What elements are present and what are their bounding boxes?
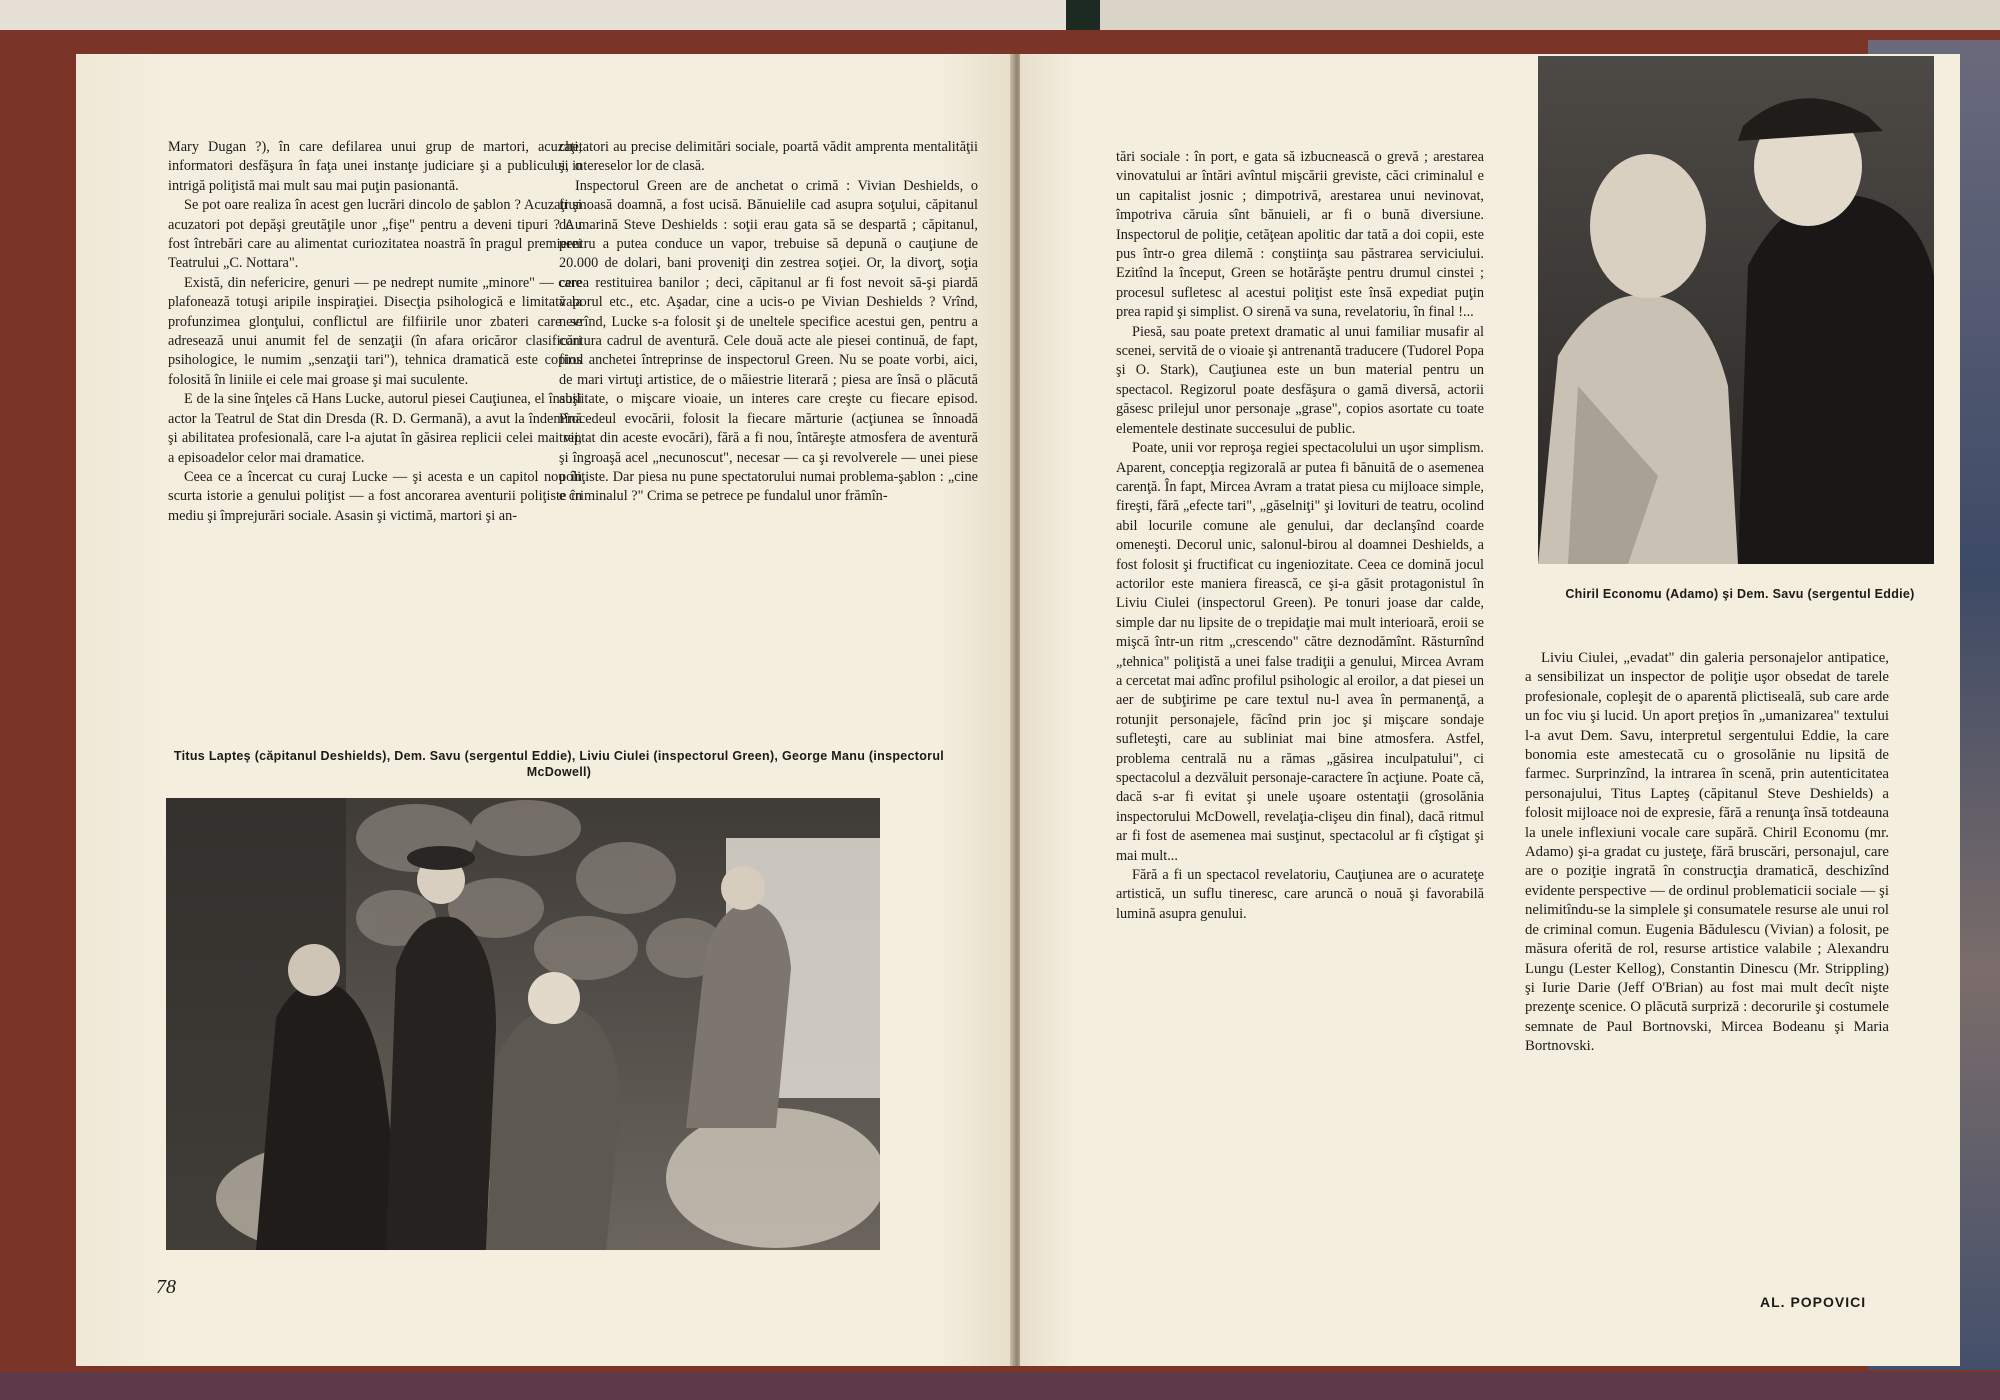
photo-caption-left: Titus Lapteş (căpitanul Deshields), Dem. Savu (sergentul Eddie), Liviu Ciulei (inspectorul Green), George Manu (inspectorul McDowell) (173, 749, 945, 779)
stage-photo-image (166, 798, 880, 1250)
left-column-2 (559, 138, 978, 740)
paragraph: tări sociale : în port, e gata să izbucnească o grevă ; arestarea vinovatului ar întări avîntul mişcării greviste, căci criminalul e un capitalist josnic ; dimpotrivă, arestarea unui nevinovat, împotriva căruia sînt bănuieli, ar fi o bună diversiune. Inspectorul de poliţie, cetăţean apolitic dar tată a doi copii, este pus într-o grea dilemă : conştiinţa sau păstrarea serviciului. Ezitînd la început, Green se hotărăşte pentru drumul cinstei ; procesul sufletesc al acestui poliţist este însă expediat puţin prea rapid şi simplist. O sirenă va suna, revelatoriu, în final !... (1116, 149, 1484, 321)
paragraph: Se pot oare realiza în acest gen lucrări dincolo de şablon ? Acuzaţi şi acuzatori pot depăşi greutăţile unor „fişe" pentru a deveni tipuri ? Au fost întrebări care au alimentat curiozitatea noastră în pragul premierei Teatrului „C. Nottara". (168, 197, 582, 272)
photo-caption-right: Chiril Economu (Adamo) şi Dem. Savu (sergentul Eddie) (1565, 587, 1915, 601)
paragraph: chetatori au precise delimitări sociale, poartă vădit amprenta mentalităţii şi intereselor lor de clasă. (559, 139, 978, 175)
portrait-photo-two-actors (1538, 56, 1934, 564)
paragraph: Mary Dugan ?), în care defilarea unui grup de martori, acuzaţi, informatori desfăşura în faţa unei instanţe judiciare şi a publicului, o intrigă poliţistă mai mult sau mai puţin pasionantă. (168, 139, 582, 194)
cover-spine-edge (1066, 0, 1100, 32)
page-number: 78 (156, 1276, 176, 1298)
paragraph: E de la sine înţeles că Hans Lucke, autorul piesei Cauţiunea, el însuşi actor la Teatrul de Stat din Dresda (R. D. Germană), a avut la îndemînă şi abilitatea profesională, care l-a ajutat în găsirea replicii celei mai vii, a episoadelor celor mai dramatice. (168, 391, 582, 466)
paragraph: Ceea ce a încercat cu curaj Lucke — şi acesta e un capitol nou în scurta istorie a genului poliţist — a fost ancorarea aventurii poliţiste în mediu şi împrejurări sociale. Asasin şi victimă, martori şi an- (168, 468, 582, 524)
right-column-1 (1116, 148, 1484, 1318)
paragraph: Piesă, sau poate pretext dramatic al unui familiar musafir al scenei, servită de o vioaie şi antrenantă traducere (Tudorel Popa şi O. Stark), Cauţiunea este un bun material pentru un spectacol. Regizorul poate desfăşura o gamă diversă, actorii găsesc prilejul unor personaje „grase", copios asortate cu toate elementele destinate succesului de public. (1116, 323, 1484, 437)
binding-bottom-strip (0, 1372, 2000, 1400)
paragraph: Liviu Ciulei, „evadat" din galeria personajelor antipatice, a sensibilizat un inspector de poliţie uşor obsedat de tarele profesionale, copleşit de o aparentă plictiseală, sub care arde un foc viu şi lucid. Un aport preţios în „umanizarea" textului l-a avut Dem. Savu, interpretul sergentului Eddie, la care bonomia este amestecată cu o grosolănie nu lipsită de farmec. Surprinzînd, la intrarea în scenă, prin autenticitatea personajului, Titus Lapteş (căpitanul Steve Deshields) a folosit mijloace noi de expresie, fără a renunţa însă totdeauna la unele inflexiuni vocale care supără. Chiril Economu (mr. Adamo) şi-a gradat cu justeţe, fără bruscări, personajul, care are o poziţie ingrată în construcţia dramatică, deschizînd evidente perspective — de ordinul problematicii sociale — şi nelimitîndu-se la simplele şi consumatele resurse ale unui rol de criminal comun. Eugenia Bădulescu (Vivian) a folosit, pe măsura oferită de rol, resurse artistice valabile ; Alexandru Lungu (Lester Kellog), Constantin Dinescu (Mr. Strippling) şi Iurie Darie (Jeff O'Brian) au fost mai mult decît nişte prezenţe scenice. O plăcută surpriză : decorurile şi costumele semnate de Paul Bortnovski, Mircea Bodeanu şi Maria Bortnovski. (1525, 650, 1889, 1055)
paragraph: Inspectorul Green are de anchetat o crimă : Vivian Deshields, o frumoasă doamnă, a fost ucisă. Bănuielile cad asupra soţului, căpitanul de marină Steve Deshields : soţii erau gata să se despartă ; căpitanul, pentru a putea conduce un vapor, trebuise să depună o cauţiune de 20.000 de dolari, bani proveniţi din zestrea soţiei. Or, la divorţ, soţia cerea restituirea banilor ; deci, căpitanul ar fi fost nevoit să-şi piardă vaporul etc., etc. Aşadar, cine a ucis-o pe Vivian Deshields ? Vrînd, nevrînd, Lucke s-a folosit şi de uneltele specifice acestui gen, pentru a contura cadrul de aventură. Cele două acte ale piesei continuă, de fapt, firul anchetei întreprinse de inspectorul Green. Nu se poate vorbi, aici, de mari virtuţi artistice, de o măiestrie literară ; piesa are însă o plăcută abilitate, o mişcare vioaie, un interes care creşte cu fiecare episod. Procedeul evocării, folosit la fiecare mărturie (acţiunea se înnoadă treptat din aceste evocări), fără a fi nou, întăreşte atmosfera de aventură şi îngroaşă acel „necunoscut", necesar — ca şi revolverele — unei piese poliţiste. Dar piesa nu pune spectatorului numai problema-şablon : „cine e criminalul ?" Crima se petrece pe fundalul unor frămîn- (559, 177, 978, 505)
right-page (1020, 54, 1960, 1366)
left-column-1 (168, 138, 582, 740)
paragraph: Există, din nefericire, genuri — pe nedrept numite „minore" — care plafonează totuşi aripile inspiraţiei. Disecţia psihologică e limitată la profunzimea glonţului, conflictul are filfiirile unor zbateri care se adresează unui anumit fel de senzaţii (în afara oricăror clasificări psihologice, le numim „senzaţii tari"), tehnica dramatică este copios folosită în liniile ei cele mai groase şi mai suculente. (168, 274, 582, 388)
paragraph: Poate, unii vor reproşa regiei spectacolului un uşor simplism. Aparent, concepţia regizorală ar putea fi bănuită de o asemenea carenţă. În fapt, Mircea Avram a tratat piesa cu mijloace simple, fireşti, fără „efecte tari", „găselniţi" şi lovituri de teatru, ocolind abil locurile comune ale genului, dar declanşînd coarde omeneşti. Decorul unic, salonul-birou al doamnei Deshields, a fost folosit şi fructificat cu ingeniozitate. Ceea ce domină jocul actorilor este maniera firească, ce şi-a găsit protagonistul în Liviu Ciulei (inspectorul Green). Pe tonuri joase dar calde, simple dar nu lipsite de o trepidaţie mai mult interioară, eroii se mişcă într-un ritm „crescendo" către deznodămînt. Răsturnînd „tehnica" poliţistă a unei false tradiţii a genului, Mircea Avram a cercetat mai adînc profilul psihologic al eroilor, a dat piesei un aer de subţirime pe care textul nu-l avea în permanenţă, a rotunjit personajele, făcînd prin joc şi mişcare sondaje sufleteşti, care au subliniat mai bine atmosfera. Astfel, problema centrală nu a rămas „găsirea inculpatului", ci spectacolul a dezvăluit personaje-caractere în acţiune. Poate că, dacă s-ar fi evitat şi unele uşoare ostentaţii (grosolănia inspectorului McDowell, revelaţia-clişeu din final), dacă ritmul ar fi fost de asemenea mai susţinut, spectacolul ar fi cîştigat şi mai mult... (1116, 440, 1484, 864)
author-signature: AL. POPOVICI (1760, 1294, 1867, 1310)
left-page (76, 54, 1013, 1366)
stage-photo-four-actors (166, 798, 880, 1250)
paragraph: Fără a fi un spectacol revelatoriu, Cauţiunea are o acurateţe artistică, un suflu tineresc, care aruncă o nouă şi favorabilă lumină asupra genului. (1116, 867, 1484, 922)
portrait-photo-image (1538, 56, 1934, 564)
right-column-2 (1525, 649, 1889, 1283)
